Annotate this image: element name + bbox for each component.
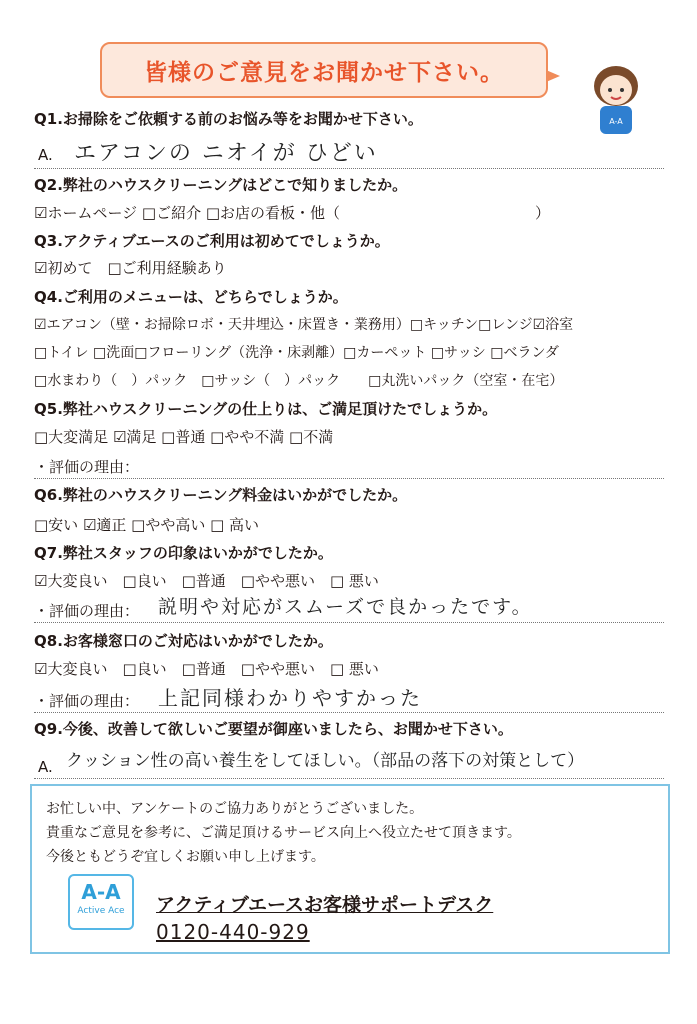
q7-reason-label: ・評価の理由： bbox=[34, 602, 140, 620]
banner-title: 皆様のご意見をお聞かせ下さい。 bbox=[100, 42, 548, 98]
q5-reason-underline bbox=[34, 478, 664, 479]
svg-text:A-A: A-A bbox=[609, 117, 623, 126]
q8-options: ☑大変良い □良い □普通 □やや悪い □ 悪い bbox=[34, 660, 379, 678]
q5-question: Q5.弊社ハウスクリーニングの仕上りは、ご満足頂けたでしょうか。 bbox=[34, 400, 498, 418]
q1-prefix: A. bbox=[38, 146, 53, 164]
q3-options: ☑初めて □ご利用経験あり bbox=[34, 259, 227, 277]
q6-question: Q6.弊社のハウスクリーニング料金はいかがでしたか。 bbox=[34, 486, 408, 504]
q9-question: Q9.今後、改善して欲しいご要望が御座いましたら、お聞かせ下さい。 bbox=[34, 720, 513, 738]
q1-question: Q1.お掃除をご依頼する前のお悩み等をお聞かせ下さい。 bbox=[34, 110, 423, 128]
q4-row2: □トイレ □洗面□フローリング（洗浄・床剥離）□カーペット □サッシ □ベランダ bbox=[34, 345, 559, 361]
company-logo bbox=[68, 874, 134, 930]
q7-reason: 説明や対応がスムーズで良かったです。 bbox=[158, 596, 533, 618]
q8-question: Q8.お客様窓口のご対応はいかがでしたか。 bbox=[34, 632, 333, 650]
q1-underline bbox=[34, 168, 664, 169]
q7-question: Q7.弊社スタッフの印象はいかがでしたか。 bbox=[34, 544, 333, 562]
q8-reason-underline bbox=[34, 712, 664, 713]
footer-box bbox=[30, 784, 670, 954]
footer-message: 貴重なご意見を参考に、ご満足頂けるサービス向上へ役立たせて頂きます。 bbox=[46, 825, 521, 841]
q2-options: ☑ホームページ □ご紹介 □お店の看板・他（ ） bbox=[34, 204, 551, 222]
q5-reason-label: ・評価の理由： bbox=[34, 458, 140, 476]
q9-underline bbox=[34, 778, 664, 779]
q2-question: Q2.弊社のハウスクリーニングはどこで知りましたか。 bbox=[34, 176, 408, 194]
q8-reason: 上記同様わかりやすかった bbox=[158, 686, 422, 710]
logo-mark: A-A bbox=[81, 880, 121, 904]
q4-row3: □水まわり（ ）パック □サッシ（ ）パック □丸洗いパック（空室・在宅） bbox=[34, 373, 564, 389]
footer-closing: 今後ともどうぞ宜しくお願い申し上げます。 bbox=[46, 849, 325, 865]
q9-prefix: A. bbox=[38, 758, 53, 776]
q8-reason-label: ・評価の理由： bbox=[34, 692, 140, 710]
q4-row1: ☑エアコン（壁・お掃除ロボ・天井埋込・床置き・業務用）□キッチン□レンジ☑浴室 bbox=[34, 317, 574, 333]
q7-reason-underline bbox=[34, 622, 664, 623]
logo-text: Active Ace bbox=[77, 906, 125, 916]
footer-thanks: お忙しい中、アンケートのご協力ありがとうございました。 bbox=[46, 801, 424, 817]
q3-question: Q3.アクティブエースのご利用は初めてでしょうか。 bbox=[34, 232, 390, 250]
support-desk-name: アクティブエースお客様サポートデスク bbox=[156, 894, 494, 916]
q6-options: □安い ☑適正 □やや高い □ 高い bbox=[34, 516, 260, 534]
mascot-illustration bbox=[580, 58, 652, 134]
q5-options: □大変満足 ☑満足 □普通 □やや不満 □不満 bbox=[34, 428, 334, 446]
q9-answer: クッション性の高い養生をしてほしい。（部品の落下の対策として） bbox=[66, 751, 585, 771]
q4-question: Q4.ご利用のメニューは、どちらでしょうか。 bbox=[34, 288, 348, 306]
q1-answer: エアコンの ニオイが ひどい bbox=[74, 141, 378, 166]
q7-options: ☑大変良い □良い □普通 □やや悪い □ 悪い bbox=[34, 572, 379, 590]
support-phone[interactable]: 0120-440-929 bbox=[156, 920, 310, 944]
